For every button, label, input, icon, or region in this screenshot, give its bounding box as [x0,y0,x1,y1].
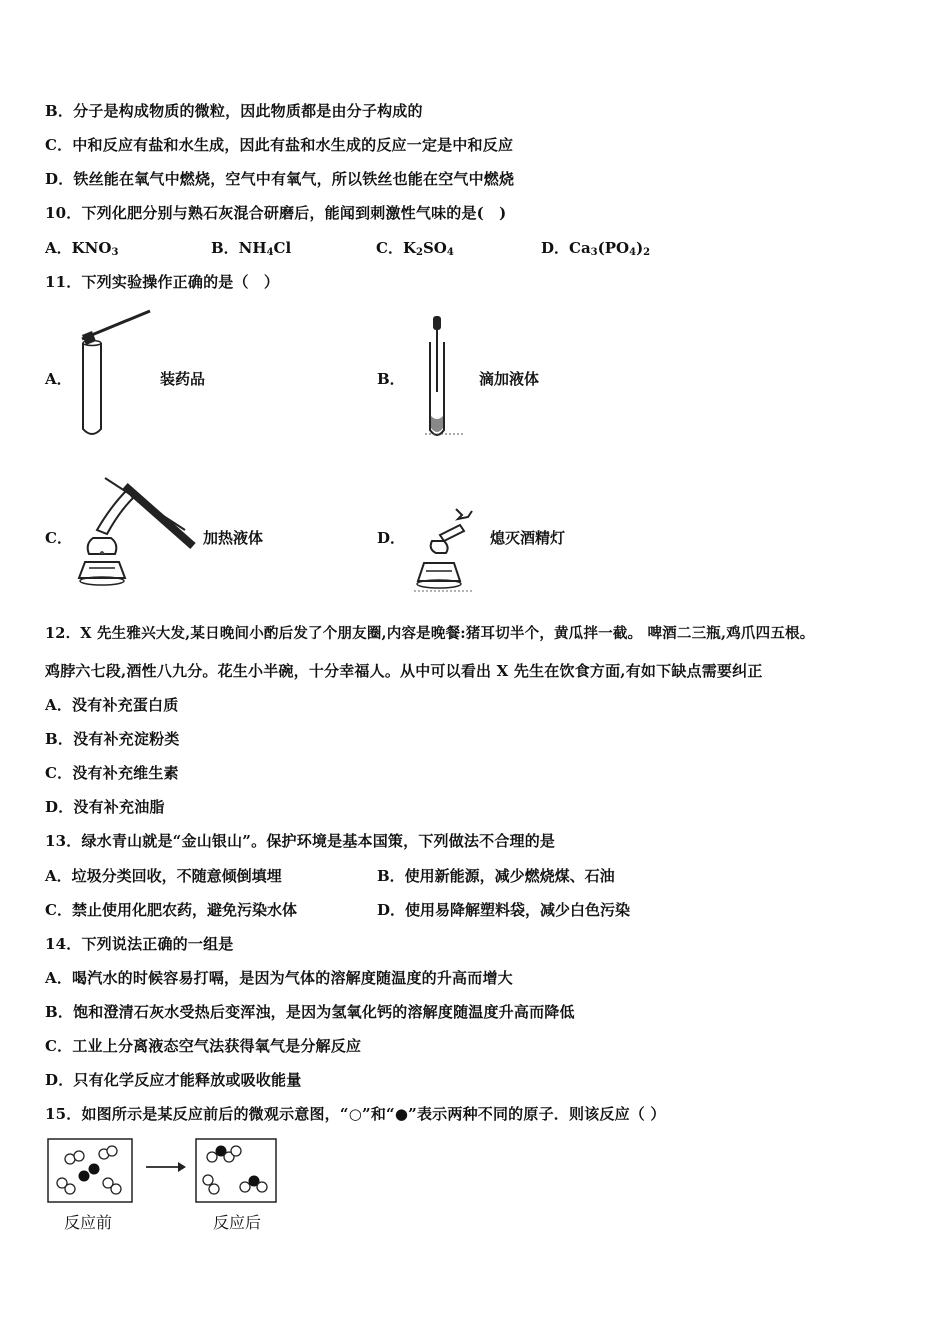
q11-option-d-letter: D． [377,529,406,547]
q11-option-c-letter: C． [45,529,72,547]
caption-after-reaction: 反应后 [213,1213,262,1232]
q10-stem: 10．下列化肥分别与熟石灰混合研磨后，能闻到刺激性气味的是( ) [45,204,507,222]
q14-option-c: C．工业上分离液态空气法获得氧气是分解反应 [45,1037,362,1055]
alcohol-lamp-figure [412,505,487,595]
q12-option-d: D．没有补充油脂 [45,798,165,816]
q11-option-d-caption: 熄灭酒精灯 [490,529,566,547]
q15-stem: 15．如图所示是某反应前后的微观示意图，“○”和“●”表示两种不同的原子．则该反应（ ） [45,1105,666,1123]
caption-before-reaction: 反应前 [64,1213,113,1232]
dropper-figure [415,312,475,442]
q13-option-c: C．禁止使用化肥农药，避免污染水体 [45,901,297,919]
q14-option-d: D．只有化学反应才能释放或吸收能量 [45,1071,302,1089]
q11-stem: 11．下列实验操作正确的是（ ） [45,273,280,291]
q9-option-c: C．中和反应有盐和水生成，因此有盐和水生成的反应一定是中和反应 [45,136,514,154]
q9-option-b: B．分子是构成物质的微粒，因此物质都是由分子构成的 [45,102,423,120]
q13-option-b: B．使用新能源，减少燃烧煤、石油 [377,867,615,885]
q12-option-a: A．没有补充蛋白质 [45,696,179,714]
q11-option-a-letter: A． [45,370,72,388]
q10-option-b: B．$NH_4Cl$ [211,239,292,258]
q12-stem-line2: 鸡脖六七段,酒性八九分。花生小半碗，十分幸福人。从中可以看出 X 先生在饮食方面,有如下缺点需要纠正 [45,662,763,680]
q12-stem-line1: 12．X 先生雅兴大发,某日晚间小酌后发了个朋友圈,内容是晚餐:猪耳切半个，黄瓜拌一截。 啤酒二三瓶,鸡爪四五根。 [45,625,815,642]
q9-option-d: D．铁丝能在氧气中燃烧，空气中有氧气，所以铁丝也能在空气中燃烧 [45,170,515,188]
q14-stem: 14．下列说法正确的一组是 [45,935,234,953]
q10-option-d: D．$Ca_3(PO_4)_2$ [541,239,651,258]
heating-liquid-figure [75,470,200,595]
q13-option-a: A．垃圾分类回收，不随意倾倒填埋 [45,867,282,885]
test-tube-loading-figure [70,305,160,440]
q10-option-a: A．$KNO_3$ [45,239,119,258]
q14-option-a: A．喝汽水的时候容易打嗝，是因为气体的溶解度随温度的升高而增大 [45,969,513,987]
q11-option-b-caption: 滴加液体 [479,370,540,388]
q14-option-b: B．饱和澄清石灰水受热后变浑浊，是因为氢氧化钙的溶解度随温度升高而降低 [45,1003,575,1021]
q12-option-c: C．没有补充维生素 [45,764,179,782]
q13-stem: 13．绿水青山就是“金山银山”。保护环境是基本国策，下列做法不合理的是 [45,832,556,850]
reaction-micro-diagram [46,1137,286,1207]
q12-option-b: B．没有补充淀粉类 [45,730,180,748]
q11-option-c-caption: 加热液体 [203,529,264,547]
q11-option-a-caption: 装药品 [160,370,206,388]
q11-option-b-letter: B． [377,370,405,388]
q13-option-d: D．使用易降解塑料袋，减少白色污染 [377,901,631,919]
q10-option-c: C．$K_2SO_4$ [376,239,454,258]
